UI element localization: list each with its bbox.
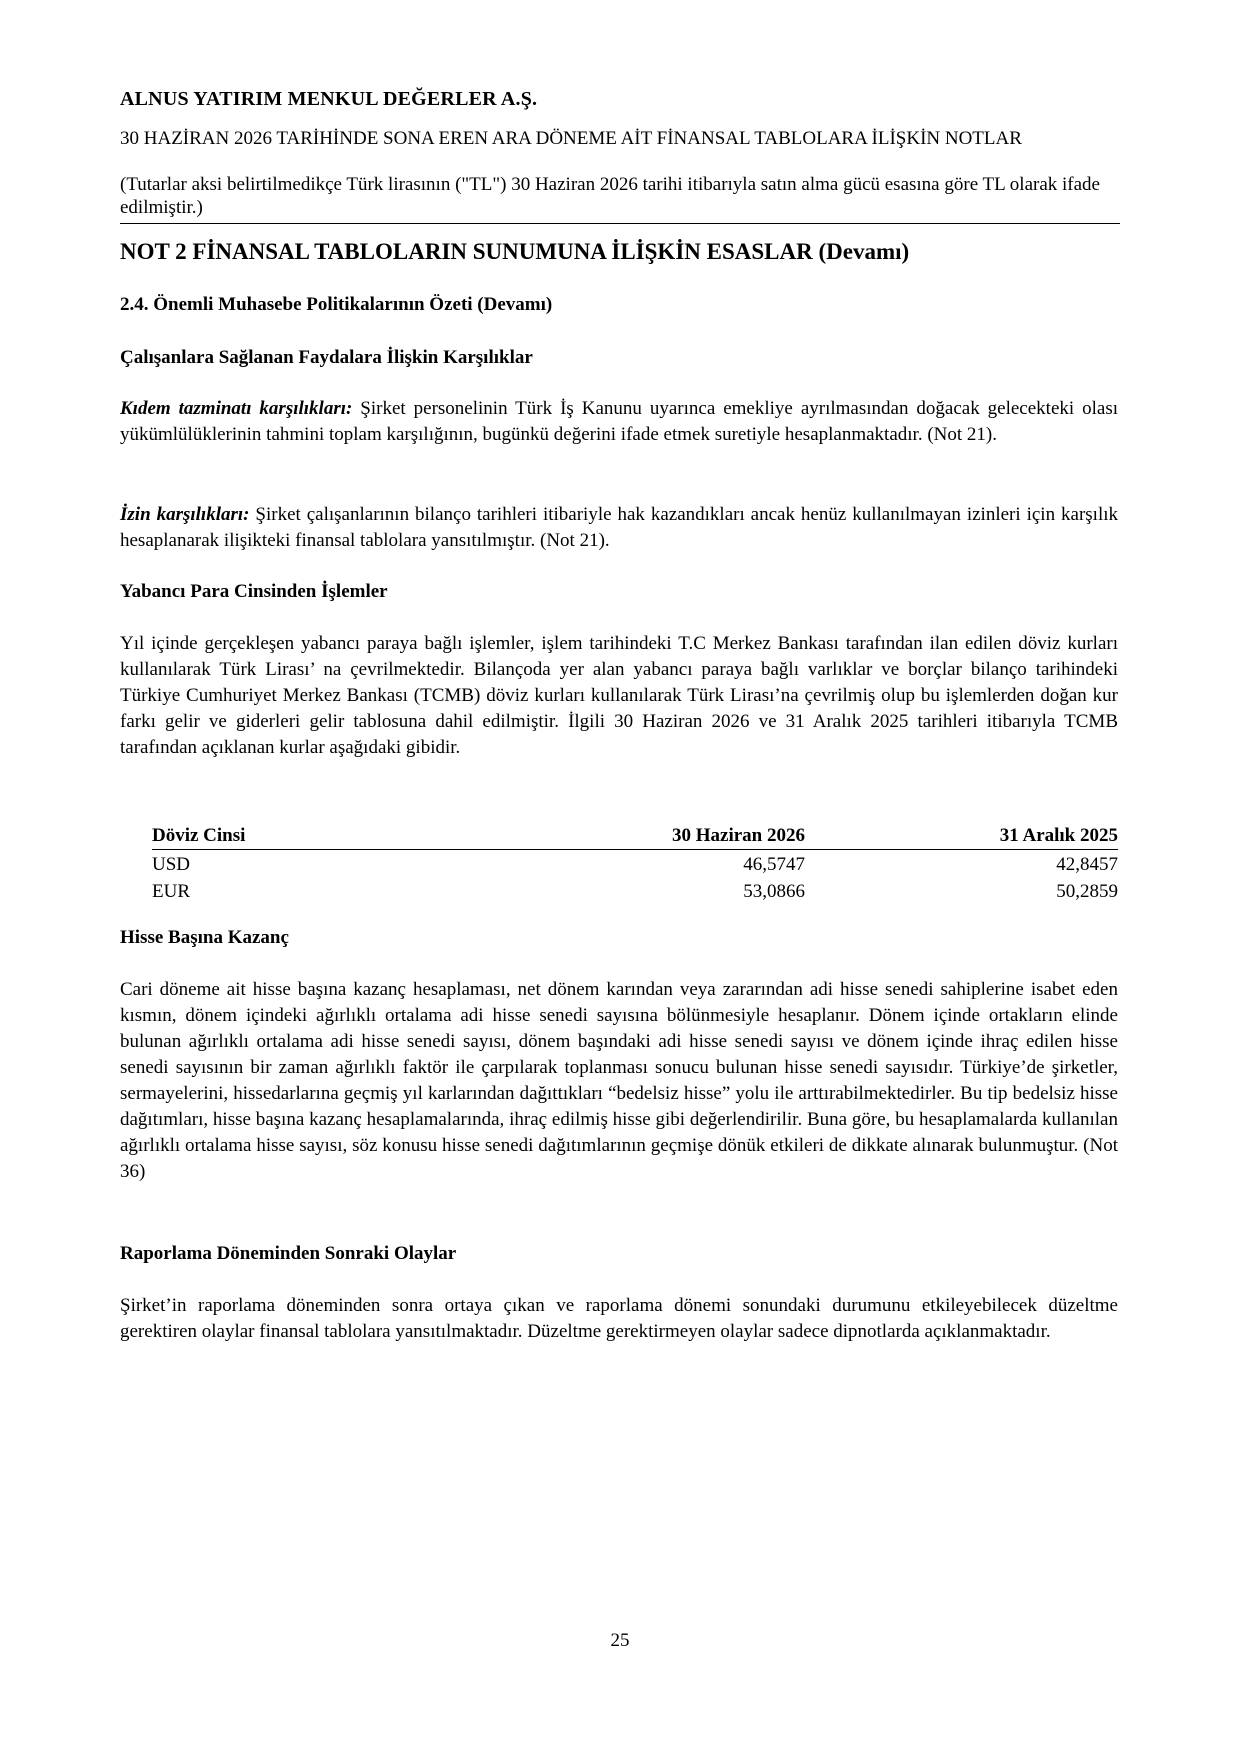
subsection-title: 2.4. Önemli Muhasebe Politikalarının Özeti (Devamı) <box>120 294 553 315</box>
column-header-currency: Döviz Cinsi <box>152 825 572 850</box>
severance-lead: Kıdem tazminatı karşılıkları: <box>120 398 353 419</box>
column-header-dec-2025: 31 Aralık 2025 <box>805 825 1118 850</box>
leave-text: Şirket çalışanlarının bilanço tarihleri itibariyle hak kazandıkları ancak henüz kullanılmayan izinleri için karşılık hesaplanarak ilişikteki finansal tablolara yansıtılmıştır. (Not 21). <box>120 504 1119 551</box>
severance-paragraph <box>120 396 1118 448</box>
rate-dec-2025: 42,8457 <box>1056 853 1118 875</box>
table-row <box>152 877 1118 904</box>
severance-text: Şirket personelinin Türk İş Kanunu uyarınca emekliye ayrılmasından doğacak gelecekteki olası yükümlülüklerinin tahmini toplam karşılığının, bugünkü değerini ifade etmek suretiyle hesaplanmaktadır. (Not 21). <box>120 398 1119 445</box>
subsequent-events-heading: Raporlama Döneminden Sonraki Olaylar <box>120 1243 457 1264</box>
currency-note: (Tutarlar aksi belirtilmedikçe Türk lirasının ("TL") 30 Haziran 2026 tarihi itibarıyla satın alma gücü esasına göre TL olarak ifade edilmiştir.) <box>120 174 1100 218</box>
rate-june-2026: 46,5747 <box>743 853 805 875</box>
header-divider <box>120 223 1120 224</box>
employee-benefits-heading: Çalışanlara Sağlanan Faydalara İlişkin Karşılıklar <box>120 347 533 368</box>
eps-paragraph: Cari döneme ait hisse başına kazanç hesaplaması, net dönem karından veya zararından adi hisse senedi sahiplerine isabet eden kısmın, dönem içindeki ağırlıklı ortalama adi hisse senedi sayısına bölünmesiyle hesaplanır. Dönem içinde ortakların elinde bulunan ağırlıklı ortalama adi hisse senedi sayısı, dönem başındaki adi hisse senedi sayısı ve dönem içinde ihraç edilen hisse senedi sayısının bir zaman ağırlıklı faktör ile çarpılarak toplanması sonucu bulunan hisse senedi sayısıdır. Türkiye’de şirketler, sermayelerini, hissedarlarına geçmiş yıl karlarından dağıttıkları “bedelsiz hisse” yolu ile arttırabilmektedirler. Bu tip bedelsiz hisse dağıtımları, hisse başına kazanç hesaplamalarında, ihraç edilmiş hisse gibi değerlendirilir. Buna göre, bu hesaplamalarda kullanılan ağırlıklı ortalama hisse sayısı, söz konusu hisse senedi dağıtımlarının geçmişe dönük etkileri de dikkate alınarak bulunmuştur. (Not 36) <box>120 979 1118 1182</box>
rate-dec-2025: 50,2859 <box>1056 880 1118 902</box>
subsequent-events-paragraph: Şirket’in raporlama döneminden sonra ortaya çıkan ve raporlama dönemi sonundaki durumunu etkileyebilecek düzeltme gerektiren olaylar finansal tablolara yansıtılmaktadır. Düzeltme gerektirmeyen olaylar sadece dipnotlarda açıklanmaktadır. <box>120 1295 1118 1342</box>
foreign-currency-paragraph: Yıl içinde gerçekleşen yabancı paraya bağlı işlemler, işlem tarihindeki T.C Merkez Bankası tarafından ilan edilen döviz kurları kullanılarak Türk Lirası’ na çevrilmektedir. Bilançoda yer alan yabancı paraya bağlı varlıklar ve borçlar bilanço tarihindeki Türkiye Cumhuriyet Merkez Bankası (TCMB) döviz kurları kullanılarak Türk Lirası’na çevrilmiş olup bu işlemlerden doğan kur farkı gelir ve giderleri gelir tablosuna dahil edilmiştir. İlgili 30 Haziran 2026 ve 31 Aralık 2025 tarihleri itibarıyla TCMB tarafından açıklanan kurlar aşağıdaki gibidir. <box>120 633 1118 758</box>
rate-june-2026: 53,0866 <box>743 880 805 902</box>
note-title: NOT 2 FİNANSAL TABLOLARIN SUNUMUNA İLİŞKİN ESASLAR (Devamı) <box>120 239 910 264</box>
eps-heading: Hisse Başına Kazanç <box>120 927 289 948</box>
currency-code: USD <box>152 853 191 875</box>
page-number: 25 <box>610 1630 630 1651</box>
currency-code: EUR <box>152 880 190 902</box>
exchange-rate-table <box>152 825 1118 904</box>
table-header-row <box>152 825 1118 850</box>
leave-lead: İzin karşılıkları: <box>120 504 250 525</box>
company-name: ALNUS YATIRIM MENKUL DEĞERLER A.Ş. <box>120 88 538 110</box>
leave-paragraph <box>120 502 1118 554</box>
column-header-june-2026: 30 Haziran 2026 <box>572 825 805 850</box>
foreign-currency-heading: Yabancı Para Cinsinden İşlemler <box>120 581 388 602</box>
report-period-title: 30 HAZİRAN 2026 TARİHİNDE SONA EREN ARA DÖNEME AİT FİNANSAL TABLOLARA İLİŞKİN NOTLAR <box>120 128 1022 149</box>
table-row <box>152 850 1118 878</box>
